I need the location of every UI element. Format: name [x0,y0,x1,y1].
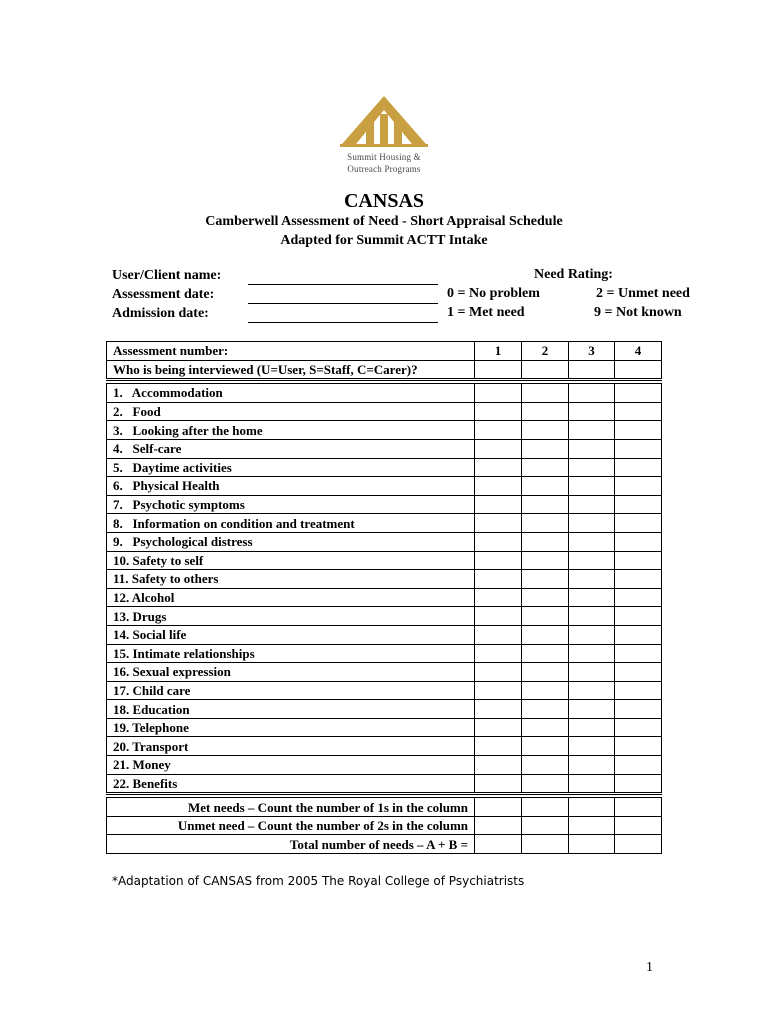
rating-cell[interactable] [615,402,662,421]
total-needs-label: Total number of needs – A + B = [107,835,475,854]
rating-cell[interactable] [569,514,615,533]
need-item-label: 5. Daytime activities [107,458,475,477]
rating-met-need: 1 = Met need [447,305,525,320]
column-header-1: 1 [475,342,522,361]
rating-cell[interactable] [615,495,662,514]
rating-cell[interactable] [569,774,615,794]
rating-not-known: 9 = Not known [594,305,682,320]
assessment-date-field[interactable] [248,303,438,304]
met-needs-label: Met needs – Count the number of 1s in the column [107,798,475,817]
rating-cell[interactable] [475,439,522,458]
rating-cell[interactable] [522,681,569,700]
rating-cell[interactable] [475,532,522,551]
rating-cell[interactable] [615,384,662,403]
rating-cell[interactable] [522,625,569,644]
rating-cell[interactable] [615,718,662,737]
rating-cell[interactable] [522,737,569,756]
page-number: 1 [646,960,653,975]
rating-cell[interactable] [522,532,569,551]
rating-cell[interactable] [522,588,569,607]
rating-cell[interactable] [522,421,569,440]
table-row [107,718,662,737]
need-item-label: 6. Physical Health [107,477,475,496]
need-item-label: 22. Benefits [107,774,475,794]
client-name-field[interactable] [248,284,438,285]
rating-cell[interactable] [569,551,615,570]
rating-cell[interactable] [522,718,569,737]
table-row [107,439,662,458]
rating-cell[interactable] [522,570,569,589]
client-name-label: User/Client name: [112,268,222,283]
rating-cell[interactable] [475,551,522,570]
need-item-label: 9. Psychological distress [107,532,475,551]
rating-cell[interactable] [475,607,522,626]
assessment-number-row [107,342,662,361]
house-logo-icon [338,94,430,148]
rating-cell[interactable] [522,644,569,663]
rating-cell[interactable] [615,625,662,644]
interviewed-cell[interactable] [615,360,662,380]
need-item-label: 19. Telephone [107,718,475,737]
rating-cell[interactable] [615,588,662,607]
unmet-need-cell[interactable] [569,816,615,835]
rating-cell[interactable] [569,477,615,496]
need-item-label: 8. Information on condition and treatment [107,514,475,533]
assessment-date-label: Assessment date: [112,287,215,302]
rating-cell[interactable] [615,756,662,775]
rating-cell[interactable] [615,607,662,626]
rating-cell[interactable] [615,570,662,589]
rating-cell[interactable] [475,588,522,607]
table-row [107,644,662,663]
rating-cell[interactable] [475,700,522,719]
need-item-label: 2. Food [107,402,475,421]
rating-cell[interactable] [615,700,662,719]
table-row [107,681,662,700]
table-row [107,756,662,775]
met-needs-cell[interactable] [522,798,569,817]
rating-cell[interactable] [475,477,522,496]
rating-cell[interactable] [522,477,569,496]
total-needs-row [107,835,662,854]
column-header-3: 3 [569,342,615,361]
rating-cell[interactable] [522,439,569,458]
total-needs-cell[interactable] [522,835,569,854]
need-item-label: 12. Alcohol [107,588,475,607]
rating-cell[interactable] [522,663,569,682]
table-row [107,384,662,403]
unmet-need-cell[interactable] [615,816,662,835]
logo-org-line-2: Outreach Programs [347,164,421,174]
rating-cell[interactable] [569,421,615,440]
need-item-label: 13. Drugs [107,607,475,626]
document-subtitle: Camberwell Assessment of Need - Short Appraisal Schedule [205,214,563,229]
rating-cell[interactable] [569,439,615,458]
document-title: CANSAS [343,190,425,212]
table-row [107,514,662,533]
rating-cell[interactable] [475,737,522,756]
interviewed-cell[interactable] [475,360,522,380]
rating-cell[interactable] [522,514,569,533]
rating-cell[interactable] [569,700,615,719]
rating-cell[interactable] [522,551,569,570]
unmet-need-cell[interactable] [522,816,569,835]
interviewed-cell[interactable] [569,360,615,380]
met-needs-cell[interactable] [475,798,522,817]
interviewed-label: Who is being interviewed (U=User, S=Staff, C=Carer)? [107,360,475,380]
need-item-label: 1. Accommodation [107,384,475,403]
need-item-label: 21. Money [107,756,475,775]
rating-cell[interactable] [615,644,662,663]
unmet-need-cell[interactable] [475,816,522,835]
table-row [107,421,662,440]
rating-cell[interactable] [522,458,569,477]
rating-cell[interactable] [522,700,569,719]
column-header-2: 2 [522,342,569,361]
table-row [107,402,662,421]
rating-cell[interactable] [615,774,662,794]
rating-cell[interactable] [615,737,662,756]
rating-cell[interactable] [475,384,522,403]
rating-cell[interactable] [522,774,569,794]
need-item-label: 10. Safety to self [107,551,475,570]
unmet-need-row [107,816,662,835]
rating-cell[interactable] [569,607,615,626]
unmet-need-label: Unmet need – Count the number of 2s in the column [107,816,475,835]
admission-date-field[interactable] [248,322,438,323]
need-item-label: 17. Child care [107,681,475,700]
rating-cell[interactable] [569,495,615,514]
table-row [107,588,662,607]
met-needs-row [107,798,662,817]
rating-cell[interactable] [522,607,569,626]
rating-cell[interactable] [569,458,615,477]
rating-no-problem: 0 = No problem [447,286,540,301]
interviewed-row [107,360,662,380]
rating-cell[interactable] [615,681,662,700]
assessment-table [106,341,662,854]
rating-unmet-need: 2 = Unmet need [596,286,690,301]
rating-cell[interactable] [569,756,615,775]
logo-org-line-1: Summit Housing & [347,152,421,162]
need-rating-title: Need Rating: [534,267,613,282]
rating-cell[interactable] [569,644,615,663]
rating-cell[interactable] [475,495,522,514]
rating-cell[interactable] [615,663,662,682]
total-needs-cell[interactable] [615,835,662,854]
rating-cell[interactable] [475,681,522,700]
rating-cell[interactable] [615,514,662,533]
rating-cell[interactable] [475,458,522,477]
met-needs-cell[interactable] [615,798,662,817]
total-needs-cell[interactable] [475,835,522,854]
interviewed-cell[interactable] [522,360,569,380]
rating-cell[interactable] [615,532,662,551]
rating-cell[interactable] [569,588,615,607]
table-row [107,458,662,477]
rating-cell[interactable] [475,625,522,644]
table-row [107,495,662,514]
rating-cell[interactable] [475,663,522,682]
rating-cell[interactable] [475,402,522,421]
table-row [107,570,662,589]
admission-date-label: Admission date: [112,306,209,321]
rating-cell[interactable] [475,514,522,533]
rating-cell[interactable] [569,532,615,551]
rating-cell[interactable] [569,384,615,403]
rating-cell[interactable] [569,402,615,421]
rating-cell[interactable] [522,756,569,775]
rating-cell[interactable] [522,402,569,421]
rating-cell[interactable] [615,439,662,458]
table-row [107,700,662,719]
table-row [107,737,662,756]
rating-cell[interactable] [569,718,615,737]
need-item-label: 14. Social life [107,625,475,644]
need-item-label: 18. Education [107,700,475,719]
rating-cell[interactable] [615,477,662,496]
column-header-4: 4 [615,342,662,361]
need-item-label: 20. Transport [107,737,475,756]
footnote: *Adaptation of CANSAS from 2005 The Royal College of Psychiatrists [112,874,525,888]
rating-cell[interactable] [475,570,522,589]
rating-cell[interactable] [522,495,569,514]
rating-cell[interactable] [475,718,522,737]
need-item-label: 3. Looking after the home [107,421,475,440]
rating-cell[interactable] [569,737,615,756]
table-row [107,477,662,496]
rating-cell[interactable] [569,681,615,700]
rating-cell[interactable] [615,421,662,440]
rating-cell[interactable] [475,421,522,440]
assessment-number-label: Assessment number: [107,342,475,361]
table-row [107,551,662,570]
need-item-label: 4. Self-care [107,439,475,458]
rating-cell[interactable] [522,384,569,403]
table-row [107,663,662,682]
rating-cell[interactable] [569,625,615,644]
rating-cell[interactable] [615,551,662,570]
table-row [107,625,662,644]
need-item-label: 7. Psychotic symptoms [107,495,475,514]
rating-cell[interactable] [475,756,522,775]
rating-cell[interactable] [615,458,662,477]
need-item-label: 15. Intimate relationships [107,644,475,663]
table-row [107,774,662,794]
need-item-label: 11. Safety to others [107,570,475,589]
need-item-label: 16. Sexual expression [107,663,475,682]
met-needs-cell[interactable] [569,798,615,817]
rating-cell[interactable] [569,663,615,682]
document-subtitle-2: Adapted for Summit ACTT Intake [280,233,488,248]
rating-cell[interactable] [475,644,522,663]
summit-housing-logo [334,94,434,184]
total-needs-cell[interactable] [569,835,615,854]
rating-cell[interactable] [569,570,615,589]
table-row [107,532,662,551]
rating-cell[interactable] [475,774,522,794]
table-row [107,607,662,626]
